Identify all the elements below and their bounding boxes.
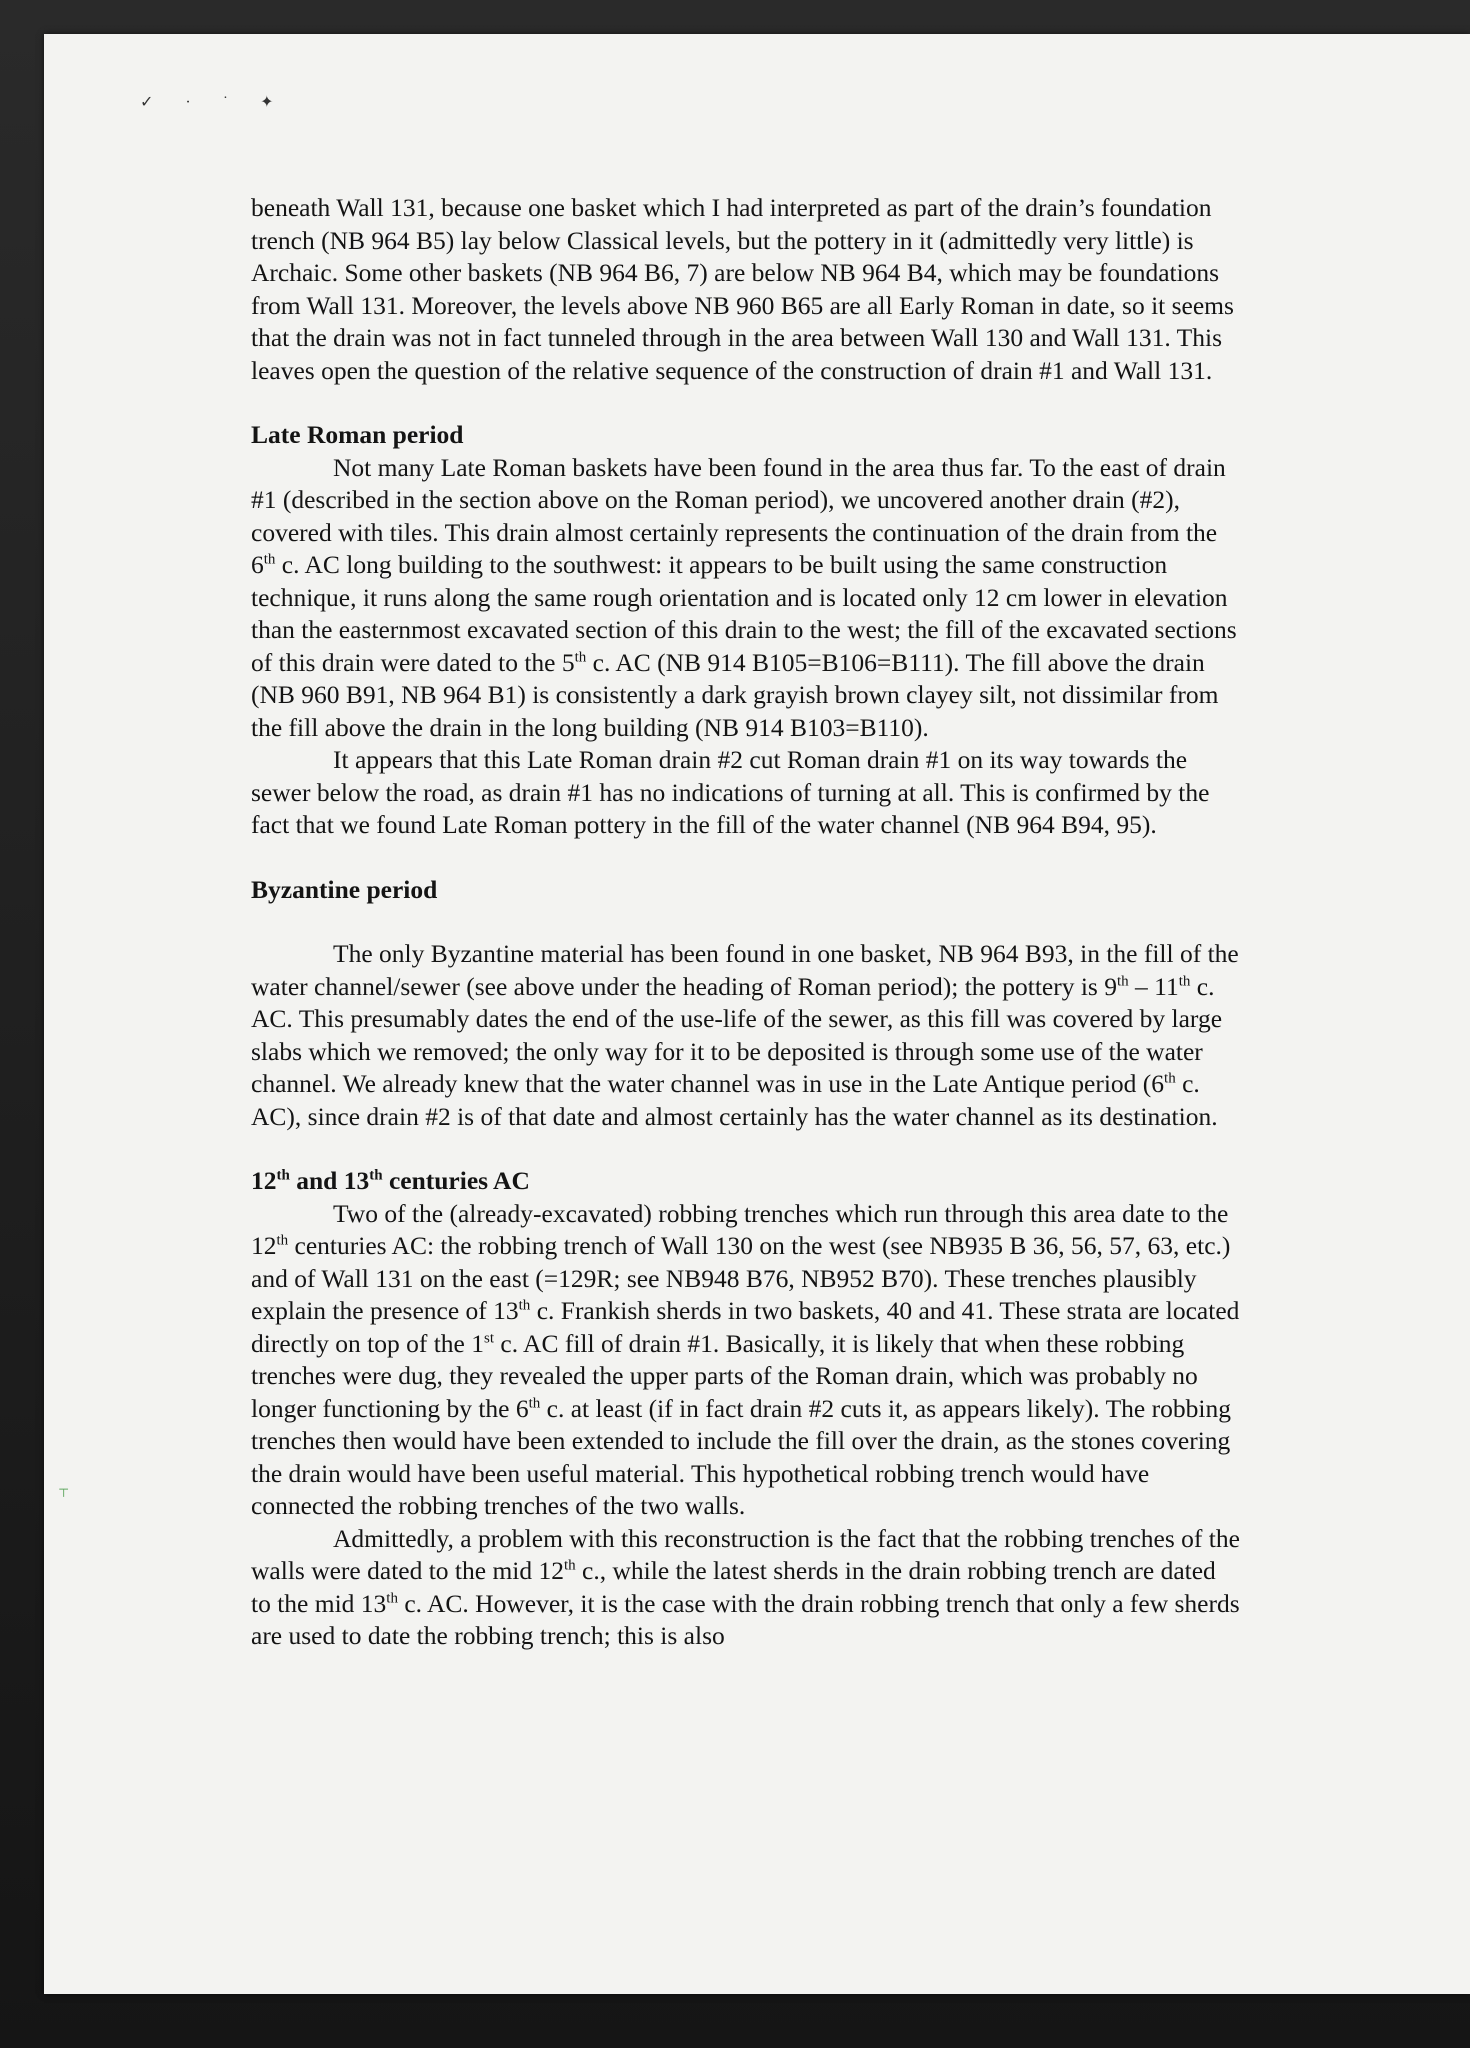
medieval-paragraph-1: Two of the (already-excavated) robbing trenches which run through this area date to the 12th centuries AC: the robbing trench of Wall 130 on the west (see NB935 B 36, 56, 57, 63, etc.) and of Wall 131 on the east (=129R; see NB948 B76, NB952 B70). These trenches plausibly explain the presence of 13th c. Frankish sherds in two baskets, 40 and 41. These strata are located directly on top of the 1st c. AC fill of drain #1. Basically, it is likely that when these robbing trenches were dug, they revealed the upper parts of the Roman drain, which was probably no longer functioning by the 6th c. at least (if in fact drain #2 cuts it, as appears likely). The robbing trenches then would have been extended to include the fill over the drain, as the stones covering the drain would have been useful material. This hypothetical robbing trench would have connected the robbing trenches of the two walls. (251, 1198, 1240, 1520)
heading-byzantine: Byzantine period (251, 874, 438, 904)
intro-paragraph: beneath Wall 131, because one basket which I had interpreted as part of the drain’s foundation trench (NB 964 B5) lay below Classical levels, but the pottery in it (admittedly very little) is Archaic. Some other baskets (NB 964 B6, 7) are below NB 964 B4, which may be foundations from Wall 131. Moreover, the levels above NB 960 B65 are all Early Roman in date, so it seems that the drain was not in fact tunneled through in the area between Wall 130 and Wall 131. This leaves open the question of the relative sequence of the construction of drain #1 and Wall 131. (251, 193, 1234, 385)
section-gap (251, 1133, 1241, 1165)
margin-mark: ⊤ (58, 1486, 70, 1500)
late-roman-paragraph-1: Not many Late Roman baskets have been found in the area thus far. To the east of drain #1 (described in the section above on the Roman period), we uncovered another drain (#2), covered with tiles. This drain almost certainly represents the continuation of the drain from the 6th c. AC long building to the southwest: it appears to be built using the same construction technique, it runs along the same rough orientation and is located only 12 cm lower in elevation than the easternmost excavated section of this drain to the west; the fill of the excavated sections of this drain were dated to the 5th c. AC (NB 914 B105=B106=B111). The fill above the drain (NB 960 B91, NB 964 B1) is consistently a dark grayish brown clayey silt, not dissimilar from the fill above the drain in the long building (NB 914 B103=B110). (251, 452, 1237, 742)
heading-late-roman: Late Roman period (251, 420, 464, 449)
byzantine-paragraph-1: The only Byzantine material has been found in one basket, NB 964 B93, in the fill of the water channel/sewer (see above under the heading of Roman period); the pottery is 9th – 11th c. AC. This presumably dates the end of the use-life of the sewer, as this fill was covered by large slabs which we removed; the only way for it to be deposited is through some use of the water channel. We already knew that the water channel was in use in the Late Antique period (6th c. AC), since drain #2 is of that date and almost certainly has the water channel as its destination. (251, 939, 1239, 1131)
medieval-paragraph-2: Admittedly, a problem with this reconstruction is the fact that the robbing trenches of the walls were dated to the mid 12th c., while the latest sherds in the drain robbing trench are dated to the mid 13th c. AC. However, it is the case with the drain robbing trench that only a few sherds are used to date the robbing trench; this is also (251, 1523, 1240, 1650)
section-gap (251, 842, 1241, 874)
section-gap (251, 906, 1241, 938)
section-gap (251, 387, 1241, 419)
corner-marks: ✓ · ˙ ✦ (140, 94, 288, 111)
late-roman-paragraph-2: It appears that this Late Roman drain #2 cut Roman drain #1 on its way towards the sewer below the road, as drain #1 has no indications of turning at all. This is confirmed by the fact that we found Late Roman pottery in the fill of the water channel (NB 964 B94, 95). (251, 745, 1210, 839)
heading-medieval: 12th and 13th centuries AC (251, 1166, 530, 1195)
document-body (251, 192, 1241, 1653)
